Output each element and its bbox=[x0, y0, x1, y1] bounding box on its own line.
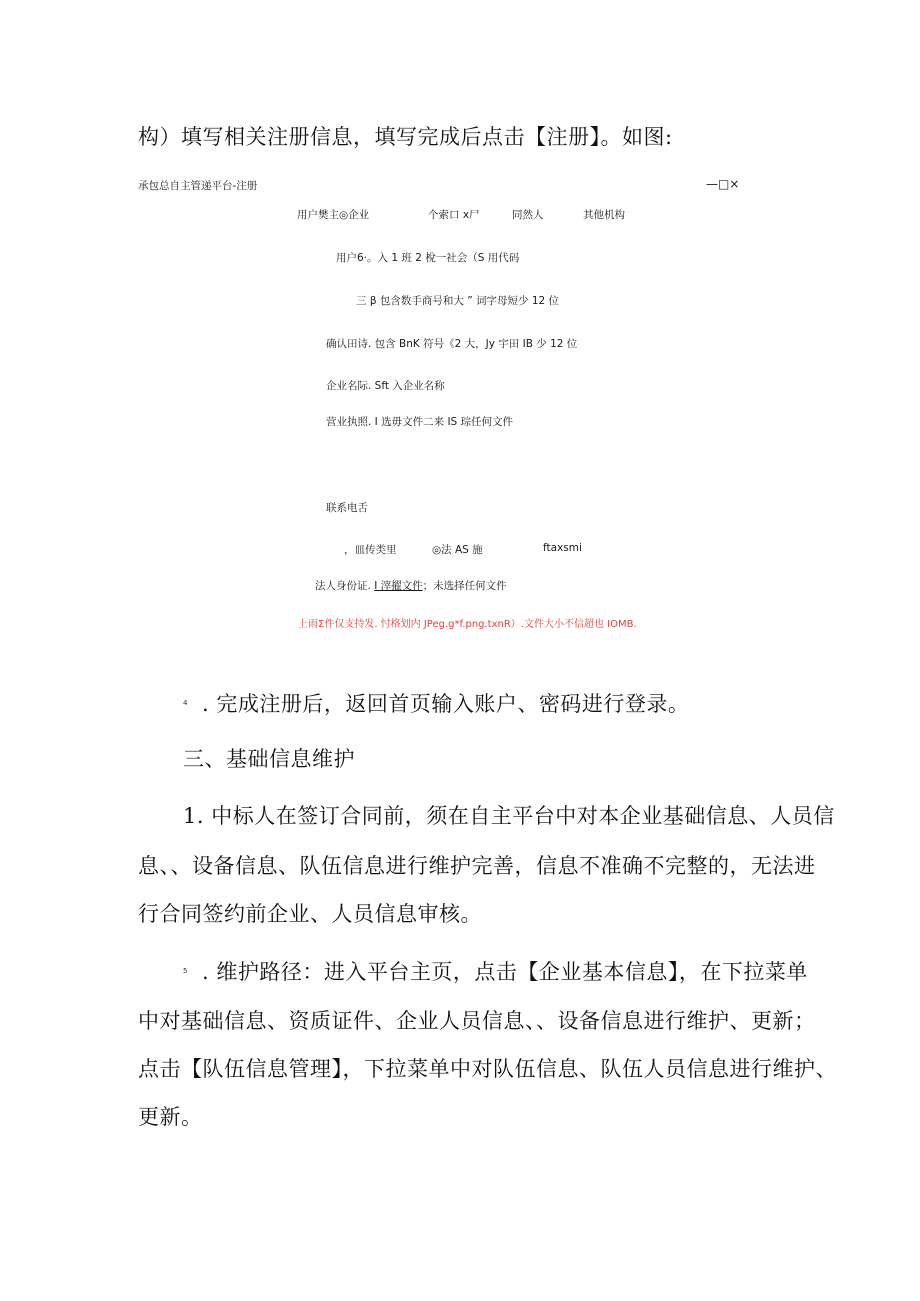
confirm-password-field[interactable]: 确认田诗. 包含 BnK 符号《2 大，Jy 宇田 IB 少 12 位 bbox=[326, 338, 578, 350]
tab-other-org[interactable]: 其他机构 bbox=[583, 209, 625, 221]
paragraph-1-line-2: 息、、设备信息、队伍信息进行维护完善，信息不准确不完整的，无法进 bbox=[138, 854, 816, 878]
company-name-field[interactable]: 企业名际. Sft 入企业名称 bbox=[326, 380, 445, 392]
intro-paragraph: 构）填写相关注册信息，填写完成后点击【注册】。如图: bbox=[138, 125, 673, 149]
paragraph-1-line-1: 1. 中标人在签订合同前，须在自主平台中对本企业基础信息、人员信 bbox=[183, 804, 835, 828]
id-type-option-other[interactable]: ftaxsmi bbox=[543, 542, 582, 554]
section-heading: 三、基础信息维护 bbox=[183, 747, 355, 771]
password-field[interactable]: 三 β 包含数手商号和大 ” 词字母短少 12 位 bbox=[356, 295, 560, 307]
file-status: ；未选择任何文件 bbox=[422, 580, 507, 592]
paragraph-2-line-2: 中对基础信息、资质证件、企业人员信息、、设备信息进行维护、更新； bbox=[138, 1009, 816, 1033]
id-card-row bbox=[315, 578, 507, 593]
step-4-text: . 完成注册后，返回首页输入账户、密码进行登录。 bbox=[202, 692, 690, 716]
paragraph-2-line-1: . 维护路径：进入平台主页，点击【企业基本信息】，在下拉菜单 bbox=[202, 960, 808, 984]
upload-note: 上雨Σ件仅支持发. 忖格划内 JPeg.g*f.png.txnR）.文件大小不信超也 IOMB. bbox=[298, 619, 637, 630]
username-field[interactable]: 用户6·。入 1 班 2 梲一社会（S 用代码 bbox=[336, 252, 520, 264]
tab-individual[interactable]: 个索口 x尸 bbox=[428, 209, 480, 221]
business-license-field[interactable]: 营业执照. I 选毋文件二来 IS 琮任何文件 bbox=[326, 416, 514, 428]
step-4-marker: 4 bbox=[183, 699, 188, 707]
window-controls[interactable]: —□× bbox=[706, 177, 740, 191]
id-type-option-legal[interactable]: ◎法 AS 施 bbox=[432, 544, 483, 556]
step-5-marker: 5 bbox=[183, 967, 188, 975]
choose-file-button[interactable]: I 滓擢文件 bbox=[374, 580, 423, 592]
paragraph-2-line-4: 更新。 bbox=[138, 1105, 203, 1129]
phone-field[interactable]: 联系电舌 bbox=[326, 502, 368, 514]
window-title: 承包总自主管递平台-注册 bbox=[138, 180, 258, 192]
id-card-label: 法人身份证. bbox=[315, 580, 375, 592]
tab-natural-person[interactable]: 同然人 bbox=[512, 209, 544, 221]
id-type-label: ，皿传类里 bbox=[344, 544, 397, 556]
paragraph-1-line-3: 行合同签约前企业、人员信息审核。 bbox=[138, 902, 482, 926]
paragraph-2-line-3: 点击【队伍信息管理】，下拉菜单中对队伍信息、队伍人员信息进行维护、 bbox=[138, 1057, 837, 1081]
tab-enterprise[interactable]: 用户樊主◎企业 bbox=[297, 209, 370, 221]
